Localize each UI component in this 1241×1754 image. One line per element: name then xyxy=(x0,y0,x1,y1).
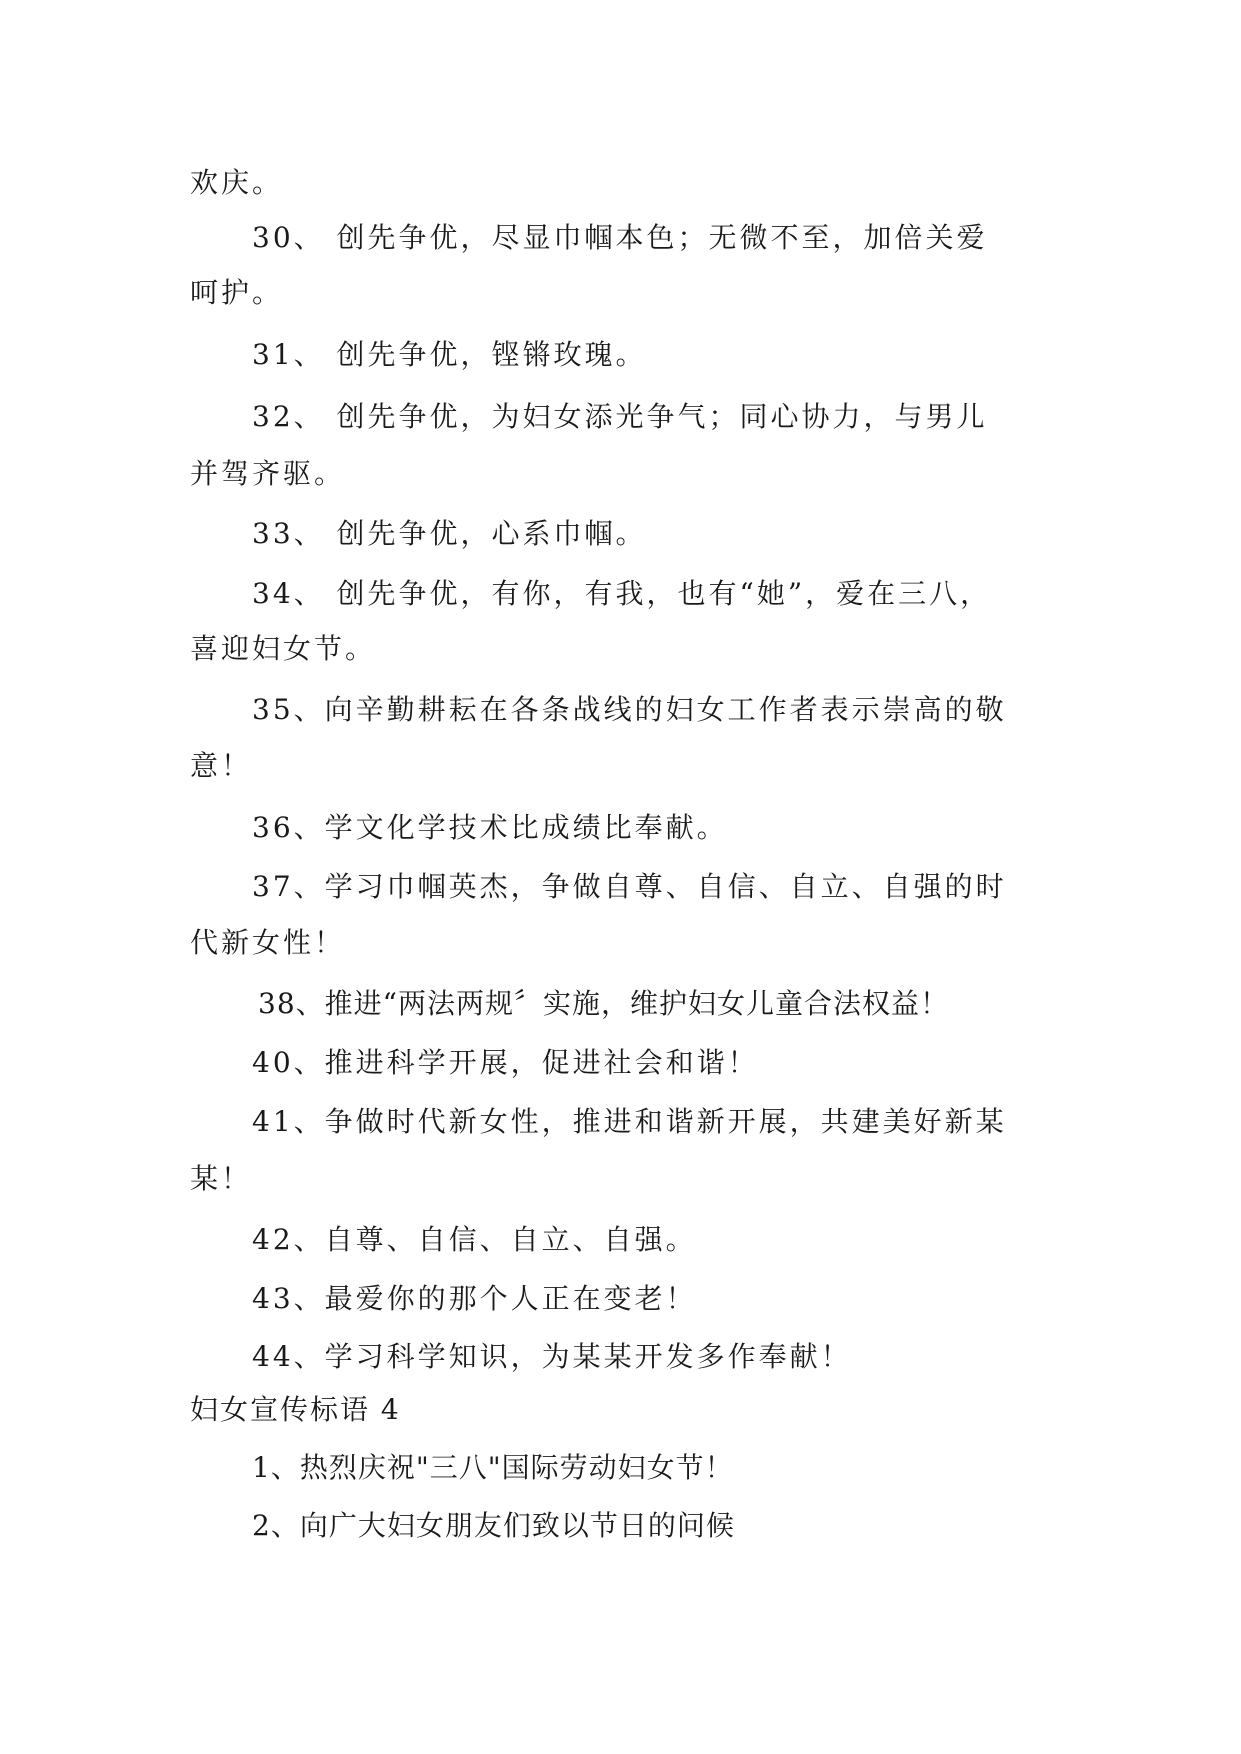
slogan-32: 32、 创先争优，为妇女添光争气；同心协力，与男儿 xyxy=(252,400,988,433)
slogan-35: 35、向辛勤耕耘在各条战线的妇女工作者表示崇高的敬 xyxy=(252,693,1007,726)
slogan-38: 38、推进“两法两规〞实施，维护妇女儿童合法权益！ xyxy=(258,987,949,1020)
slogan-34: 34、 创先争优，有你，有我，也有“她”，爱在三八， xyxy=(252,577,992,610)
section-heading: 妇女宣传标语 4 xyxy=(190,1393,401,1426)
slogan-2: 2、向广大妇女朋友们致以节日的问候 xyxy=(252,1509,735,1542)
slogan-36: 36、学文化学技术比成绩比奉献。 xyxy=(252,811,728,844)
slogan-42: 42、自尊、自信、自立、自强。 xyxy=(252,1223,697,1256)
text-line: 意！ xyxy=(190,749,253,782)
slogan-41: 41、争做时代新女性，推进和谐新开展，共建美好新某 xyxy=(252,1105,1007,1138)
text-line: 并驾齐驱。 xyxy=(190,457,346,490)
slogan-37: 37、学习巾帼英杰，争做自尊、自信、自立、自强的时 xyxy=(252,870,1007,903)
text-line: 欢庆。 xyxy=(190,166,284,199)
slogan-43: 43、最爱你的那个人正在变老！ xyxy=(252,1282,697,1315)
slogan-1: 1、热烈庆祝"三八"国际劳动妇女节！ xyxy=(252,1451,734,1484)
slogan-30: 30、 创先争优，尽显巾帼本色；无微不至，加倍关爱 xyxy=(252,221,988,254)
slogan-31: 31、 创先争优，铿锵玫瑰。 xyxy=(252,338,647,371)
text-line: 呵护。 xyxy=(190,276,284,309)
text-line: 某！ xyxy=(190,1162,253,1195)
slogan-33: 33、 创先争优，心系巾帼。 xyxy=(252,517,647,550)
slogan-40: 40、推进科学开展，促进社会和谐！ xyxy=(252,1046,759,1079)
slogan-44: 44、学习科学知识，为某某开发多作奉献！ xyxy=(252,1340,852,1373)
text-line: 喜迎妇女节。 xyxy=(190,632,377,665)
text-line: 代新女性！ xyxy=(190,926,346,959)
